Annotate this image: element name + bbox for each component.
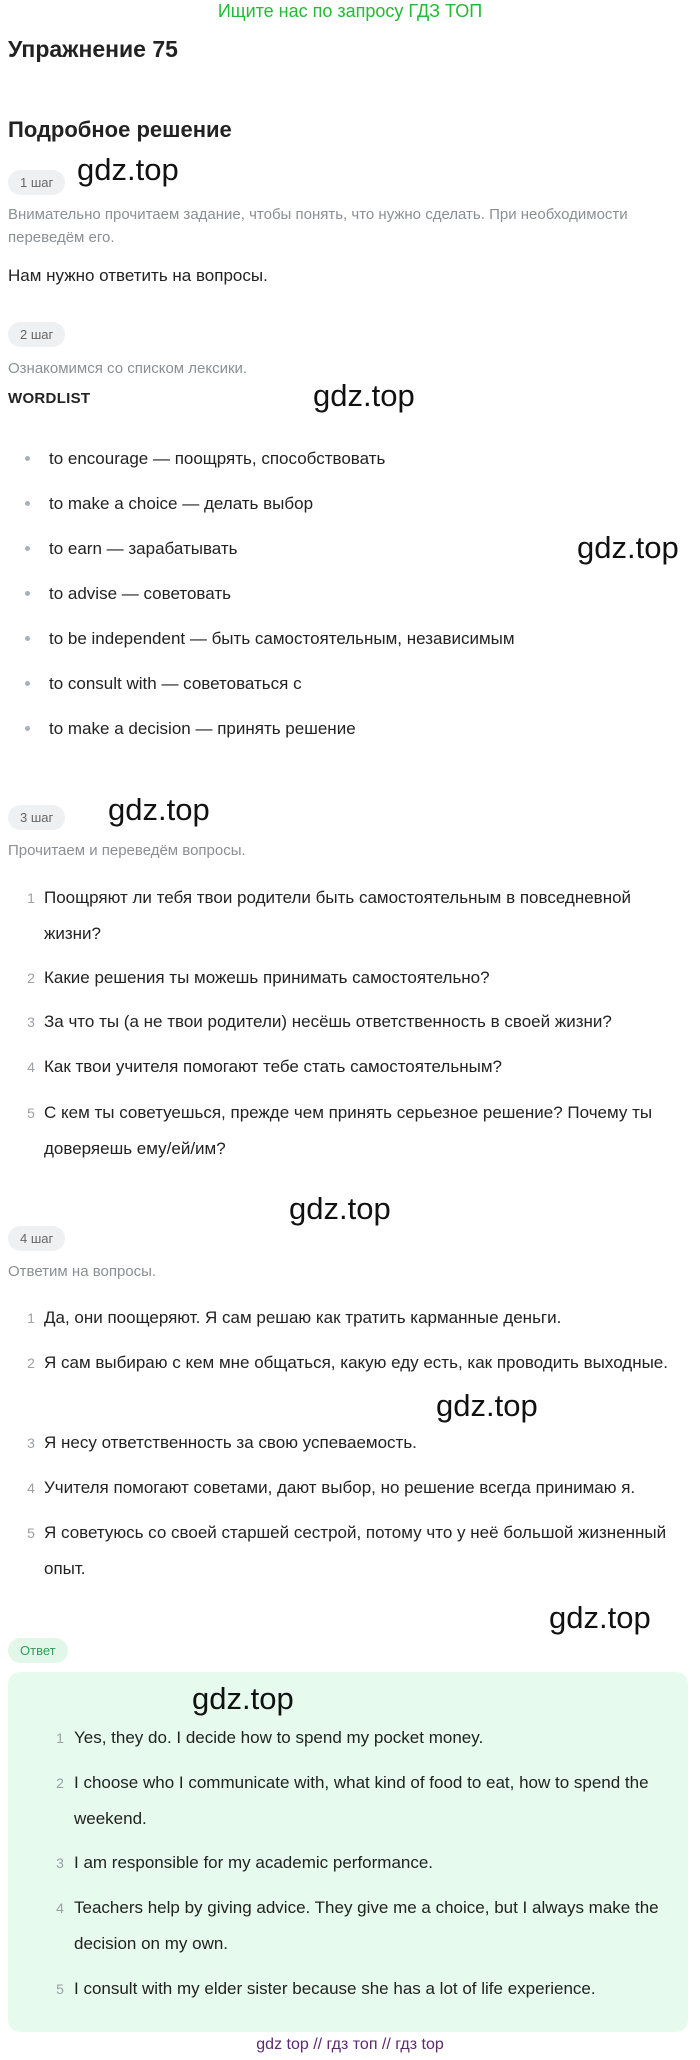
step-4-description: Ответим на вопросы. — [8, 1263, 157, 1280]
wordlist-item: to earn — зарабатывать — [49, 539, 238, 558]
list-number: 4 — [27, 1059, 35, 1075]
step-4-badge: 4 шаг — [8, 1226, 65, 1251]
answer-en-item: Yes, they do. I decide how to spend my pocket money. — [74, 1728, 484, 1747]
question-item: Поощряют ли тебя твои родители быть самостоятельным в повседневной жизни? — [44, 888, 632, 943]
wordlist-item: to encourage — поощрять, способствовать — [49, 449, 386, 468]
question-item: За что ты (а не твои родители) несёшь ответственность в своей жизни? — [44, 1012, 612, 1031]
list-number: 1 — [56, 1730, 64, 1746]
wordlist-item: to be independent — быть самостоятельным, независимым — [49, 629, 515, 648]
step-3-description: Прочитаем и переведём вопросы. — [8, 842, 246, 859]
list-number: 4 — [56, 1900, 64, 1916]
wordlist-heading: WORDLIST — [8, 390, 91, 407]
wordlist-item: to advise — советовать — [49, 584, 231, 603]
list-number: 1 — [27, 1310, 35, 1326]
page-title: Упражнение 75 — [8, 36, 178, 62]
step-1-description: Внимательно прочитаем задание, чтобы понять, что нужно сделать. При необходимости переведём его. — [8, 206, 628, 246]
watermark: gdz.top — [108, 792, 210, 827]
list-number: 2 — [27, 1355, 35, 1371]
answer-en-item: I am responsible for my academic performance. — [74, 1853, 434, 1872]
list-number: 2 — [56, 1775, 64, 1791]
step-2-badge: 2 шаг — [8, 322, 65, 347]
watermark: gdz.top — [192, 1681, 294, 1716]
bullet-icon — [25, 591, 30, 596]
watermark: gdz.top — [77, 152, 179, 187]
bullet-icon — [25, 681, 30, 686]
step-3-badge: 3 шаг — [8, 805, 65, 830]
watermark: gdz.top — [313, 378, 415, 413]
watermark: gdz.top — [577, 530, 679, 565]
watermark: gdz.top — [549, 1600, 651, 1635]
step-2-description: Ознакомимся со списком лексики. — [8, 360, 248, 377]
question-item: Какие решения ты можешь принимать самостоятельно? — [44, 968, 490, 987]
answer-badge: Ответ — [8, 1638, 68, 1663]
search-banner[interactable]: Ищите нас по запросу ГДЗ ТОП — [217, 1, 483, 21]
bullet-icon — [25, 501, 30, 506]
list-number: 5 — [27, 1105, 35, 1121]
list-number: 1 — [27, 890, 35, 906]
watermark: gdz.top — [436, 1388, 538, 1423]
list-number: 2 — [27, 970, 35, 986]
section-title: Подробное решение — [8, 117, 232, 142]
list-number: 3 — [27, 1014, 35, 1030]
answer-box — [8, 1672, 688, 2032]
answer-en-item: I choose who I communicate with, what kind of food to eat, how to spend the weekend. — [74, 1773, 649, 1828]
bullet-icon — [25, 546, 30, 551]
step-1-text: Нам нужно ответить на вопросы. — [8, 266, 268, 285]
list-number: 5 — [56, 1981, 64, 1997]
bullet-icon — [25, 636, 30, 641]
bullet-icon — [25, 456, 30, 461]
wordlist-item: to make a decision — принять решение — [49, 719, 356, 738]
answer-ru-item: Я несу ответственность за свою успеваемость. — [44, 1433, 417, 1452]
wordlist-item: to make a choice — делать выбор — [49, 494, 314, 513]
list-number: 5 — [27, 1525, 35, 1541]
list-number: 4 — [27, 1480, 35, 1496]
answer-en-item: I consult with my elder sister because she has a lot of life experience. — [74, 1979, 596, 1998]
step-1-badge: 1 шаг — [8, 170, 65, 195]
list-number: 3 — [56, 1855, 64, 1871]
answer-ru-item: Я сам выбираю с кем мне общаться, какую еду есть, как проводить выходные. — [44, 1353, 668, 1372]
answer-ru-item: Я советуюсь со своей старшей сестрой, потому что у неё большой жизненный опыт. — [44, 1523, 667, 1578]
question-item: Как твои учителя помогают тебе стать самостоятельным? — [44, 1057, 502, 1076]
answer-en-item: Teachers help by giving advice. They give me a choice, but I always make the decision on my own. — [74, 1898, 659, 1953]
watermark: gdz.top — [289, 1191, 391, 1226]
list-number: 3 — [27, 1435, 35, 1451]
footer-links[interactable]: gdz top // гдз топ // гдз top — [256, 2036, 444, 2053]
question-item: С кем ты советуешься, прежде чем принять серьезное решение? Почему ты доверяешь ему/ей/им? — [44, 1103, 653, 1158]
wordlist-item: to consult with — советоваться с — [49, 674, 302, 693]
answer-ru-item: Учителя помогают советами, дают выбор, но решение всегда принимаю я. — [44, 1478, 636, 1497]
answer-ru-item: Да, они поощеряют. Я сам решаю как тратить карманные деньги. — [44, 1308, 562, 1327]
bullet-icon — [25, 726, 30, 731]
